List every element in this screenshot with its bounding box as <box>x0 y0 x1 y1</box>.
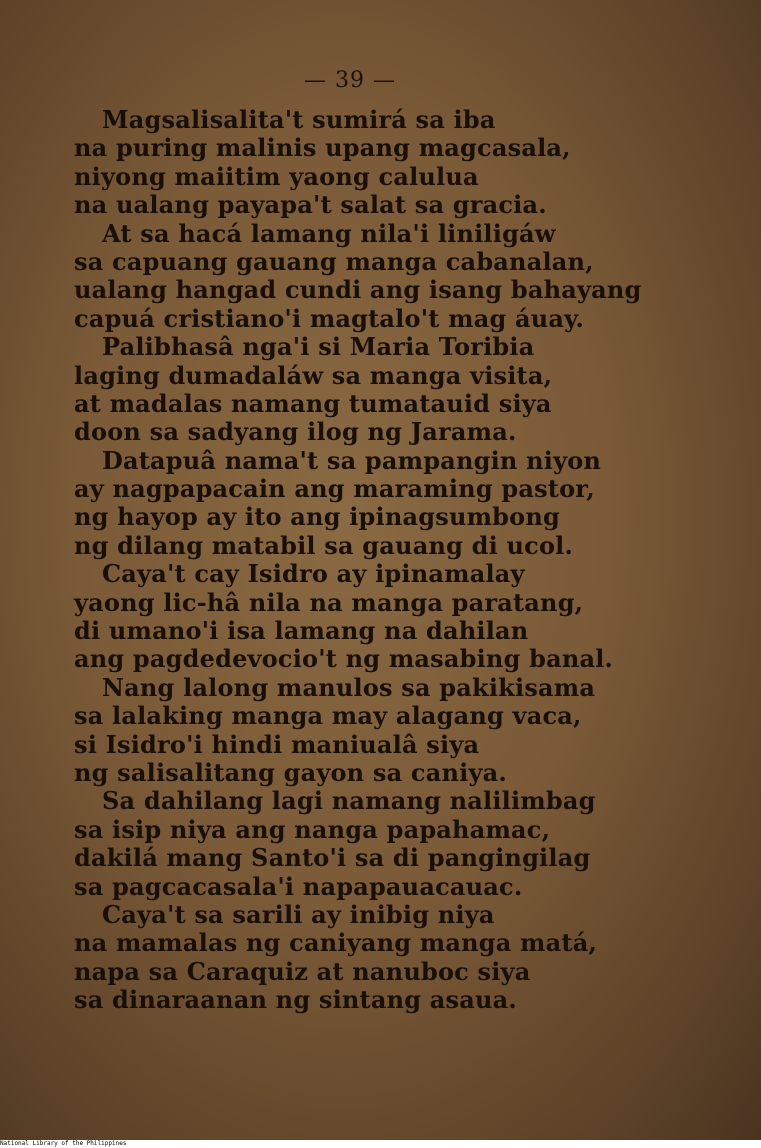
text-line: doon sa sadyang ilog ng Jarama. <box>74 417 517 447</box>
text-line: Caya't cay Isidro ay ipinamalay <box>102 559 525 589</box>
text-line: dakilá mang Santo'i sa di pangingilag <box>74 843 591 873</box>
poem-text-block <box>60 106 700 1015</box>
text-line: Magsalisalita't sumirá sa iba <box>102 105 496 134</box>
text-line: ng hayop ay ito ang ipinagsumbong <box>74 502 561 532</box>
text-line: laging dumadaláw sa manga visita, <box>74 360 553 390</box>
text-line: sa capuang gauang manga cabanalan, <box>74 246 594 276</box>
footer-attribution: National Library of the Philippines <box>0 1140 127 1147</box>
text-line: capuá cristiano'i magtalo't mag áuay. <box>74 303 585 333</box>
text-line: Palibhasâ nga'i si Maria Toribia <box>102 332 535 362</box>
text-line: ng salisalitang gayon sa caniya. <box>74 757 507 787</box>
text-line: niyong maiitim yaong calulua <box>74 161 479 191</box>
text-line: sa dinaraanan ng sintang asaua. <box>74 985 517 1015</box>
text-line: Sa dahilang lagi namang nalilimbag <box>102 786 596 816</box>
text-line: sa isip niya ang nanga papahamac, <box>74 814 551 844</box>
text-line: at madalas namang tumatauid siya <box>74 388 552 418</box>
page-number: — 39 — <box>304 68 396 93</box>
text-line: sa pagcacasala'i napapauacauac. <box>74 871 523 901</box>
text-line: si Isidro'i hindi maniualâ siya <box>74 729 480 759</box>
text-line: Nang lalong manulos sa pakikisama <box>102 672 596 702</box>
text-line: ng dilang matabil sa gauang di ucol. <box>74 530 574 560</box>
text-line: ay nagpapacain ang maraming pastor, <box>74 474 595 504</box>
text-line: ualang hangad cundi ang isang bahayang <box>74 275 642 305</box>
text-line: na ualang payapa't salat sa gracia. <box>74 190 547 220</box>
text-line: di umano'i isa lamang na dahilan <box>74 616 529 646</box>
text-line: Caya't sa sarili ay inibig niya <box>102 899 495 929</box>
text-line: na mamalas ng caniyang manga matá, <box>74 928 597 958</box>
text-line: At sa hacá lamang nila'i liniligáw <box>102 218 556 248</box>
text-line: Datapuâ nama't sa pampangin niyon <box>102 445 602 475</box>
text-line: na puring malinis upang magcasala, <box>74 133 571 163</box>
text-line: yaong lic-hâ nila na manga paratang, <box>74 587 584 617</box>
text-line: sa lalaking manga may alagang vaca, <box>74 701 582 731</box>
text-line: ang pagdedevocio't ng masabing banal. <box>74 644 614 674</box>
text-line: napa sa Caraquiz at nanuboc siya <box>74 956 531 986</box>
